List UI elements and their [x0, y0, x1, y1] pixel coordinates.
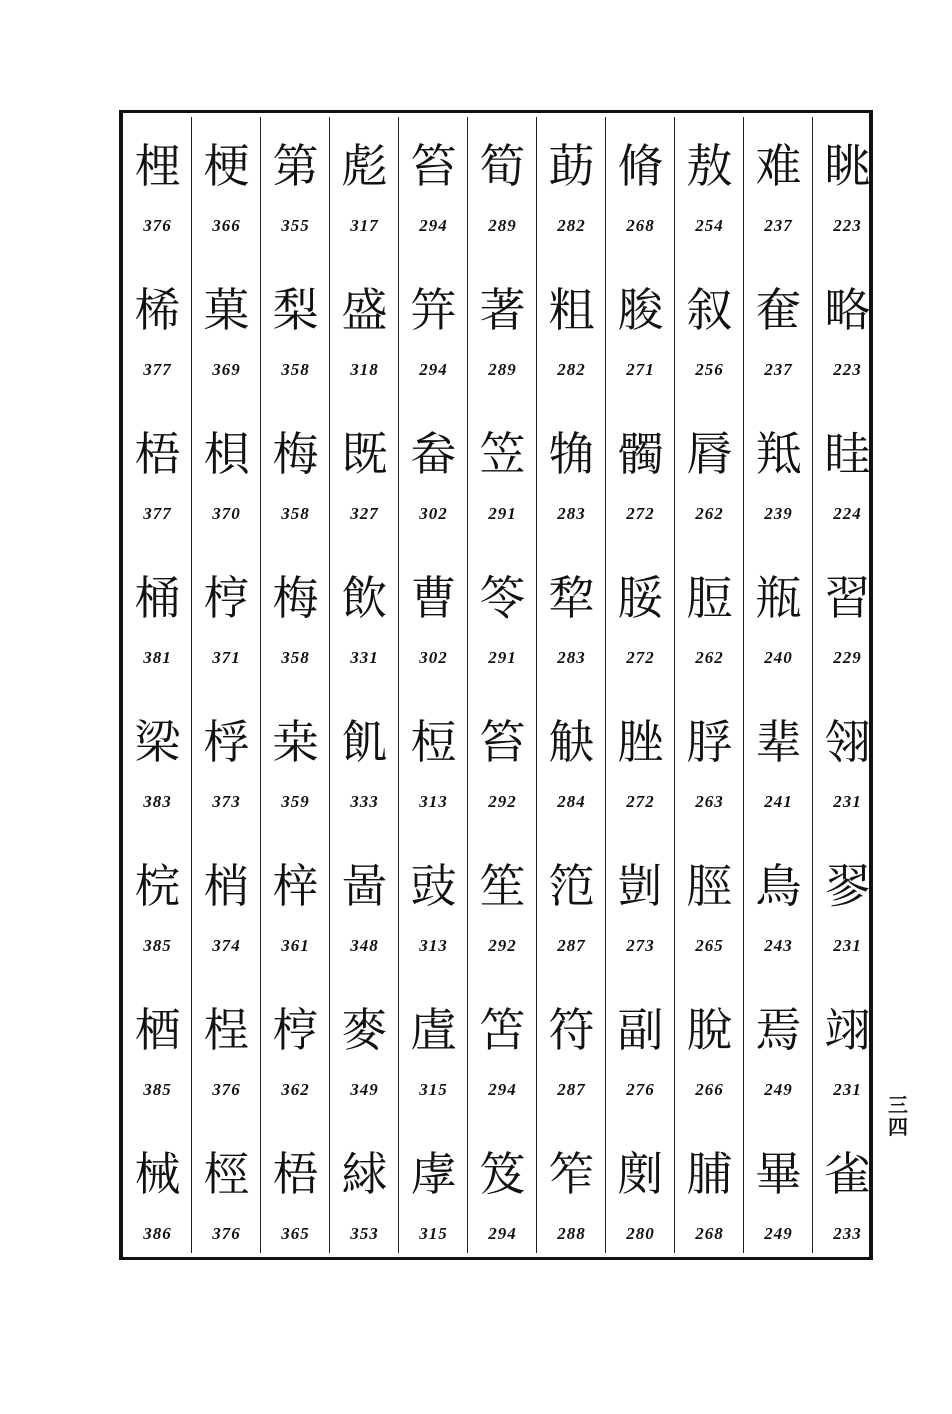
- index-character: 脛: [686, 859, 733, 913]
- index-character: 脩: [617, 139, 664, 193]
- index-entry: [537, 1126, 606, 1270]
- index-entry: [744, 982, 813, 1126]
- index-character: 豉: [410, 859, 457, 913]
- index-column: [606, 113, 675, 1257]
- index-entry: [330, 406, 399, 550]
- index-page-ref: 283: [557, 648, 586, 667]
- index-column: [744, 113, 813, 1257]
- index-entry: [192, 1126, 261, 1270]
- index-page-ref: 276: [626, 1080, 655, 1099]
- index-entry: [813, 550, 882, 694]
- index-page-ref: 288: [557, 1224, 586, 1243]
- index-entry: [606, 406, 675, 550]
- index-entry: [744, 838, 813, 982]
- index-entry: [192, 550, 261, 694]
- index-entry: [744, 694, 813, 838]
- index-page-ref: 263: [695, 792, 724, 811]
- index-entry: [537, 694, 606, 838]
- index-entry: [399, 694, 468, 838]
- index-column: [192, 113, 261, 1257]
- index-character: 梗: [203, 139, 250, 193]
- index-character: 粗: [548, 283, 595, 337]
- index-entry: [537, 982, 606, 1126]
- index-column: [261, 113, 330, 1257]
- index-page-ref: 355: [281, 216, 310, 235]
- column-divider: [260, 117, 261, 1253]
- index-page-ref: 287: [557, 1080, 586, 1099]
- index-page-ref: 262: [695, 504, 724, 523]
- index-entry: [123, 118, 192, 262]
- index-character: 麥: [341, 1003, 388, 1057]
- index-character: 脫: [686, 1003, 733, 1057]
- index-entry: [813, 1126, 882, 1270]
- index-character: 翏: [824, 859, 871, 913]
- index-character: 梪: [410, 715, 457, 769]
- index-page-ref: 282: [557, 216, 586, 235]
- index-page-ref: 359: [281, 792, 310, 811]
- index-entry: [399, 262, 468, 406]
- index-character: 眭: [824, 427, 871, 481]
- index-entry: [468, 982, 537, 1126]
- index-character: 叙: [686, 283, 733, 337]
- index-character: 桶: [134, 571, 181, 625]
- index-page-ref: 370: [212, 504, 241, 523]
- index-entry: [813, 694, 882, 838]
- index-page-ref: 262: [695, 648, 724, 667]
- index-page-ref: 237: [764, 360, 793, 379]
- index-page-ref: 333: [350, 792, 379, 811]
- index-character: 副: [617, 1003, 664, 1057]
- index-character: 飲: [341, 571, 388, 625]
- index-character: 笞: [410, 139, 457, 193]
- index-character: 髑: [617, 427, 664, 481]
- index-page-ref: 240: [764, 648, 793, 667]
- index-entry: [468, 838, 537, 982]
- index-entry: [537, 118, 606, 262]
- index-entry: [261, 550, 330, 694]
- index-entry: [537, 550, 606, 694]
- index-character: 笠: [479, 427, 526, 481]
- index-page-ref: 385: [143, 936, 172, 955]
- index-page-ref: 376: [143, 216, 172, 235]
- index-page-ref: 289: [488, 216, 517, 235]
- index-page-ref: 386: [143, 1224, 172, 1243]
- index-entry: [123, 838, 192, 982]
- index-column: [813, 113, 882, 1257]
- index-page-ref: 231: [833, 1080, 862, 1099]
- index-character: 著: [479, 283, 526, 337]
- index-character: 桸: [134, 283, 181, 337]
- index-entry: [606, 838, 675, 982]
- index-page-ref: 224: [833, 504, 862, 523]
- index-page-ref: 292: [488, 792, 517, 811]
- index-character: 辈: [755, 715, 802, 769]
- character-index-table: [119, 110, 873, 1260]
- index-character: 梈: [203, 571, 250, 625]
- index-page-ref: 280: [626, 1224, 655, 1243]
- index-page-ref: 374: [212, 936, 241, 955]
- index-character: 脣: [686, 427, 733, 481]
- index-page-ref: 284: [557, 792, 586, 811]
- index-page-ref: 292: [488, 936, 517, 955]
- index-entry: [330, 118, 399, 262]
- column-divider: [743, 117, 744, 1253]
- column-divider: [398, 117, 399, 1253]
- index-entry: [123, 1126, 192, 1270]
- index-character: 梈: [272, 1003, 319, 1057]
- index-page-ref: 254: [695, 216, 724, 235]
- index-page-ref: 271: [626, 360, 655, 379]
- index-entry: [399, 550, 468, 694]
- index-character: 彪: [341, 139, 388, 193]
- index-entry: [675, 1126, 744, 1270]
- index-page-ref: 273: [626, 936, 655, 955]
- index-character: 飢: [341, 715, 388, 769]
- index-entry: [606, 550, 675, 694]
- column-divider: [812, 117, 813, 1253]
- index-page-ref: 237: [764, 216, 793, 235]
- index-page-ref: 287: [557, 936, 586, 955]
- index-page-ref: 313: [419, 792, 448, 811]
- index-page-ref: 377: [143, 360, 172, 379]
- index-entry: [468, 262, 537, 406]
- column-divider: [329, 117, 330, 1253]
- index-character: 脰: [686, 571, 733, 625]
- index-entry: [606, 1126, 675, 1270]
- index-page-ref: 294: [488, 1224, 517, 1243]
- index-character: 第: [272, 139, 319, 193]
- index-entry: [537, 838, 606, 982]
- index-entry: [537, 262, 606, 406]
- index-entry: [675, 262, 744, 406]
- index-entry: [330, 262, 399, 406]
- index-character: 奞: [755, 283, 802, 337]
- index-column: [675, 113, 744, 1257]
- index-page-ref: 294: [419, 216, 448, 235]
- index-entry: [330, 1126, 399, 1270]
- index-entry: [330, 694, 399, 838]
- index-page-ref: 358: [281, 360, 310, 379]
- index-character: 笘: [479, 1003, 526, 1057]
- index-character: 梡: [134, 859, 181, 913]
- index-entry: [744, 118, 813, 262]
- index-entry: [192, 694, 261, 838]
- index-entry: [261, 982, 330, 1126]
- index-entry: [606, 694, 675, 838]
- index-character: 桱: [203, 1147, 250, 1201]
- index-character: 梨: [272, 283, 319, 337]
- index-character: 虘: [410, 1003, 457, 1057]
- index-page-ref: 282: [557, 360, 586, 379]
- index-page-ref: 318: [350, 360, 379, 379]
- index-page-ref: 376: [212, 1224, 241, 1243]
- index-character: 梅: [272, 427, 319, 481]
- index-page-ref: 231: [833, 936, 862, 955]
- index-character: 觖: [548, 715, 595, 769]
- index-entry: [261, 406, 330, 550]
- index-page-ref: 376: [212, 1080, 241, 1099]
- index-page-ref: 268: [695, 1224, 724, 1243]
- column-divider: [674, 117, 675, 1253]
- index-page-ref: 353: [350, 1224, 379, 1243]
- index-page-ref: 268: [626, 216, 655, 235]
- index-character: 桯: [203, 1003, 250, 1057]
- index-entry: [606, 262, 675, 406]
- index-character: 械: [134, 1147, 181, 1201]
- index-page-ref: 272: [626, 792, 655, 811]
- index-page-ref: 249: [764, 1080, 793, 1099]
- index-character: 菓: [203, 283, 250, 337]
- index-entry: [537, 406, 606, 550]
- index-character: 剴: [617, 859, 664, 913]
- index-character: 梓: [272, 859, 319, 913]
- index-entry: [123, 694, 192, 838]
- index-column: [123, 113, 192, 1257]
- index-page-ref: 231: [833, 792, 862, 811]
- index-character: 笵: [548, 859, 595, 913]
- index-page-ref: 361: [281, 936, 310, 955]
- index-character: 梧: [134, 427, 181, 481]
- index-page-ref: 291: [488, 648, 517, 667]
- index-entry: [123, 982, 192, 1126]
- index-page-ref: 239: [764, 504, 793, 523]
- index-character: 笄: [410, 283, 457, 337]
- index-entry: [399, 838, 468, 982]
- index-character: 剫: [617, 1147, 664, 1201]
- index-column: [537, 113, 606, 1257]
- index-entry: [399, 1126, 468, 1270]
- index-character: 脯: [686, 1147, 733, 1201]
- index-page-ref: 265: [695, 936, 724, 955]
- index-entry: [813, 982, 882, 1126]
- index-entry: [468, 118, 537, 262]
- index-entry: [261, 1126, 330, 1270]
- index-character: 笭: [479, 571, 526, 625]
- index-page-ref: 377: [143, 504, 172, 523]
- index-character: 梁: [134, 715, 181, 769]
- index-page-ref: 369: [212, 360, 241, 379]
- index-character: 筍: [479, 139, 526, 193]
- index-character: 既: [341, 427, 388, 481]
- index-page-ref: 315: [419, 1224, 448, 1243]
- index-entry: [468, 1126, 537, 1270]
- index-entry: [675, 982, 744, 1126]
- index-column: [399, 113, 468, 1257]
- index-character: 犂: [548, 571, 595, 625]
- index-entry: [813, 406, 882, 550]
- index-entry: [123, 262, 192, 406]
- index-entry: [813, 262, 882, 406]
- index-entry: [123, 406, 192, 550]
- index-character: 瓶: [755, 571, 802, 625]
- column-divider: [536, 117, 537, 1253]
- index-character: 脧: [617, 283, 664, 337]
- index-page-ref: 358: [281, 504, 310, 523]
- index-page-ref: 223: [833, 216, 862, 235]
- column-divider: [191, 117, 192, 1253]
- index-entry: [606, 982, 675, 1126]
- index-page-ref: 362: [281, 1080, 310, 1099]
- column-divider: [467, 117, 468, 1253]
- index-page-ref: 327: [350, 504, 379, 523]
- index-character: 翊: [824, 1003, 871, 1057]
- index-page-ref: 294: [419, 360, 448, 379]
- index-character: 桒: [272, 715, 319, 769]
- index-character: 符: [548, 1003, 595, 1057]
- index-character: 眺: [824, 139, 871, 193]
- index-character: 習: [824, 571, 871, 625]
- index-page-ref: 233: [833, 1224, 862, 1243]
- index-entry: [192, 838, 261, 982]
- index-character: 桴: [203, 715, 250, 769]
- index-column: [468, 113, 537, 1257]
- index-page-ref: 266: [695, 1080, 724, 1099]
- index-page-ref: 243: [764, 936, 793, 955]
- index-column: [330, 113, 399, 1257]
- index-character: 畚: [410, 427, 457, 481]
- index-entry: [192, 982, 261, 1126]
- index-page-ref: 313: [419, 936, 448, 955]
- index-character: 略: [824, 283, 871, 337]
- index-character: 梖: [203, 427, 250, 481]
- index-entry: [606, 118, 675, 262]
- index-character: 脮: [617, 571, 664, 625]
- index-page-ref: 348: [350, 936, 379, 955]
- index-page-ref: 272: [626, 648, 655, 667]
- index-page-ref: 229: [833, 648, 862, 667]
- index-page-ref: 365: [281, 1224, 310, 1243]
- index-entry: [330, 982, 399, 1126]
- page-number: [884, 1094, 912, 1138]
- index-page-ref: 289: [488, 360, 517, 379]
- index-character: 笮: [548, 1147, 595, 1201]
- index-character: 雀: [824, 1147, 871, 1201]
- index-character: 觕: [548, 427, 595, 481]
- index-page-ref: 331: [350, 648, 379, 667]
- index-character: 虖: [410, 1147, 457, 1201]
- index-character: 啚: [341, 859, 388, 913]
- index-character: 焉: [755, 1003, 802, 1057]
- index-entry: [468, 550, 537, 694]
- index-entry: [744, 1126, 813, 1270]
- index-entry: [192, 406, 261, 550]
- index-page-ref: 371: [212, 648, 241, 667]
- index-page-ref: 349: [350, 1080, 379, 1099]
- index-entry: [813, 118, 882, 262]
- index-page-ref: 315: [419, 1080, 448, 1099]
- index-entry: [744, 550, 813, 694]
- index-character: 笞: [479, 715, 526, 769]
- index-entry: [813, 838, 882, 982]
- index-character: 鳥: [755, 859, 802, 913]
- index-entry: [399, 406, 468, 550]
- index-page-ref: 272: [626, 504, 655, 523]
- index-entry: [399, 982, 468, 1126]
- index-page-ref: 358: [281, 648, 310, 667]
- index-page-ref: 294: [488, 1080, 517, 1099]
- index-character: 笙: [479, 859, 526, 913]
- index-character: 笈: [479, 1147, 526, 1201]
- index-character: 梅: [272, 571, 319, 625]
- index-character: 脞: [617, 715, 664, 769]
- index-entry: [192, 262, 261, 406]
- index-page-ref: 383: [143, 792, 172, 811]
- index-character: 梧: [272, 1147, 319, 1201]
- index-page-ref: 385: [143, 1080, 172, 1099]
- index-character: 脬: [686, 715, 733, 769]
- index-entry: [744, 262, 813, 406]
- index-entry: [744, 406, 813, 550]
- index-page-ref: 302: [419, 648, 448, 667]
- index-page-ref: 223: [833, 360, 862, 379]
- index-character: 难: [755, 139, 802, 193]
- index-page-ref: 256: [695, 360, 724, 379]
- index-page-ref: 366: [212, 216, 241, 235]
- index-entry: [261, 838, 330, 982]
- index-character: 曹: [410, 571, 457, 625]
- column-divider: [605, 117, 606, 1253]
- index-entry: [675, 550, 744, 694]
- index-entry: [675, 694, 744, 838]
- index-page-ref: 373: [212, 792, 241, 811]
- page-number-digit: 四: [888, 1115, 908, 1139]
- index-entry: [123, 550, 192, 694]
- index-character: 畢: [755, 1147, 802, 1201]
- index-entry: [192, 118, 261, 262]
- index-character: 梩: [134, 139, 181, 193]
- page-number-digit: 三: [888, 1093, 908, 1117]
- index-character: 羝: [755, 427, 802, 481]
- index-character: 絿: [341, 1147, 388, 1201]
- index-entry: [675, 838, 744, 982]
- index-entry: [261, 118, 330, 262]
- index-character: 莇: [548, 139, 595, 193]
- index-page-ref: 283: [557, 504, 586, 523]
- index-page-ref: 381: [143, 648, 172, 667]
- index-entry: [675, 118, 744, 262]
- index-entry: [675, 406, 744, 550]
- index-entry: [261, 262, 330, 406]
- index-character: 梄: [134, 1003, 181, 1057]
- index-character: 梢: [203, 859, 250, 913]
- index-page-ref: 302: [419, 504, 448, 523]
- index-character: 敖: [686, 139, 733, 193]
- index-page-ref: 249: [764, 1224, 793, 1243]
- index-entry: [330, 838, 399, 982]
- index-entry: [330, 550, 399, 694]
- index-entry: [468, 694, 537, 838]
- index-page-ref: 291: [488, 504, 517, 523]
- index-entry: [399, 118, 468, 262]
- index-entry: [468, 406, 537, 550]
- index-page-ref: 317: [350, 216, 379, 235]
- index-character: 翎: [824, 715, 871, 769]
- index-entry: [261, 694, 330, 838]
- index-page-ref: 241: [764, 792, 793, 811]
- index-character: 盛: [341, 283, 388, 337]
